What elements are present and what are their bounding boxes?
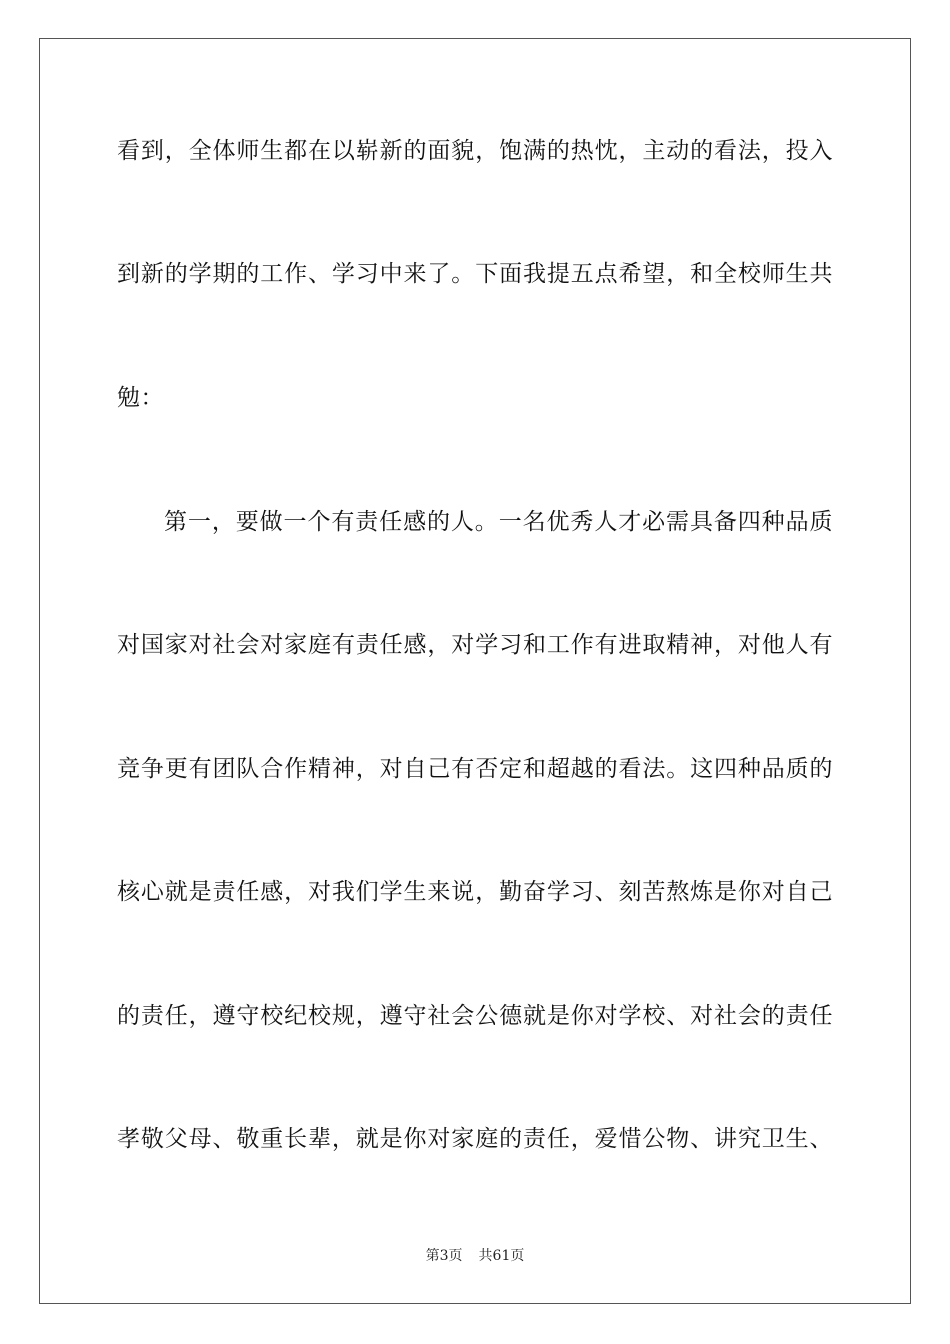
total-pages: 共61页 xyxy=(478,1248,525,1264)
page-border xyxy=(39,38,911,1304)
page-number: 第3页 xyxy=(425,1248,463,1264)
body-text-line-7: 核心就是责任感，对我们学生来说，勤奋学习、刻苦熬炼是你对自己 xyxy=(117,879,833,905)
body-text-line-3: 勉： xyxy=(117,385,164,411)
body-text-line-5: 对国家对社会对家庭有责任感，对学习和工作有进取精神，对他人有 xyxy=(117,632,833,658)
body-text-line-9: 孝敬父母、敬重长辈，就是你对家庭的责任，爱惜公物、讲究卫生、 xyxy=(117,1126,833,1152)
paragraph-start-line: 第一，要做一个有责任感的人。一名优秀人才必需具备四种品质 xyxy=(164,509,833,535)
body-text-line-1: 看到，全体师生都在以崭新的面貌，饱满的热忱，主动的看法，投入 xyxy=(117,138,833,164)
body-text-line-8: 的责任，遵守校纪校规，遵守社会公德就是你对学校、对社会的责任 xyxy=(117,1003,833,1029)
page-footer xyxy=(0,1247,950,1265)
body-text-line-2: 到新的学期的工作、学习中来了。下面我提五点希望，和全校师生共 xyxy=(117,261,833,287)
body-text-line-6: 竞争更有团队合作精神，对自己有否定和超越的看法。这四种品质的 xyxy=(117,756,833,782)
